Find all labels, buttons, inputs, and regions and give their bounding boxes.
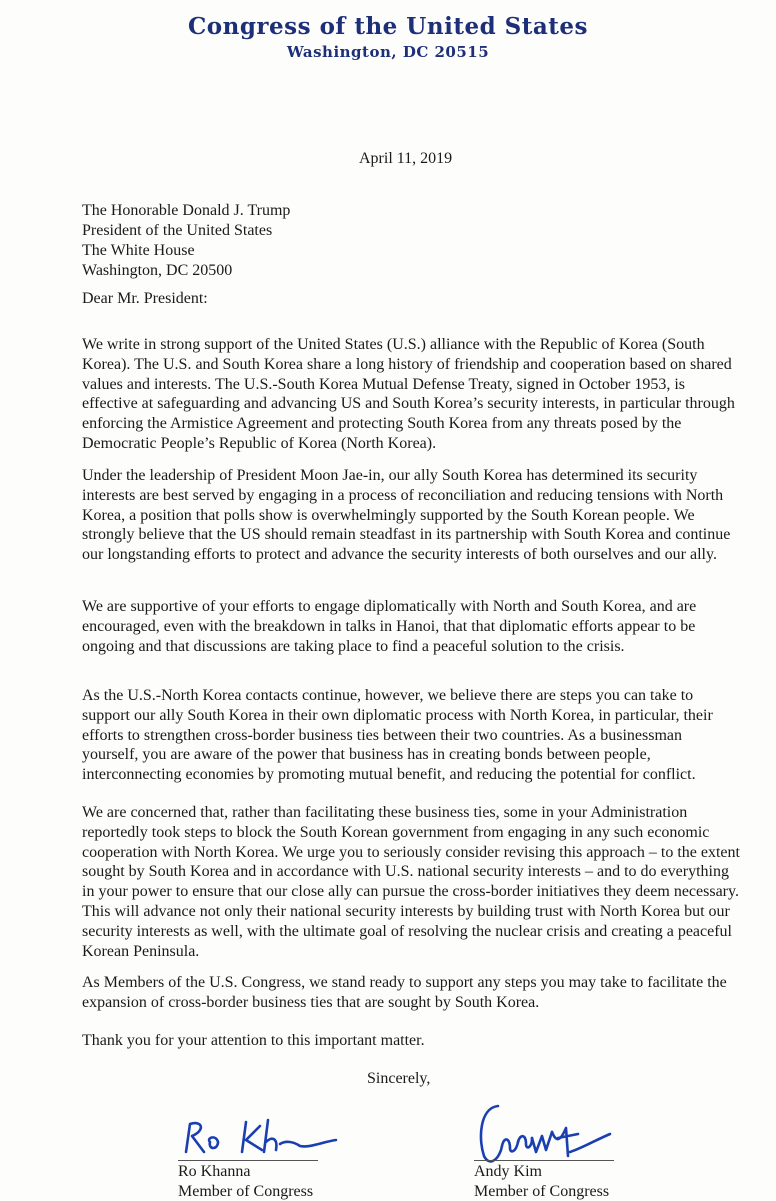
- signature-line: [178, 1160, 318, 1161]
- salutation: Dear Mr. President:: [82, 290, 208, 307]
- recipient-line: President of the United States: [82, 222, 273, 239]
- recipient-line: The Honorable Donald J. Trump: [82, 202, 291, 219]
- body-paragraph: As Members of the U.S. Congress, we stand ready to support any steps you may take to facilitate the expansion of cross-border business ties that are sought by South Korea.: [82, 974, 727, 1011]
- recipient-line: The White House: [82, 242, 195, 259]
- body-paragraph: We are supportive of your efforts to engage diplomatically with North and South Korea, and are encouraged, even with the breakdown in talks in Hanoi, that that diplomatic efforts appear to be ongoing and that discussions are taking place to find a peaceful solution to the crisis.: [82, 598, 697, 655]
- body-paragraph: Under the leadership of President Moon Jae-in, our ally South Korea has determined its security interests are best served by engaging in a process of reconciliation and reducing tensions with North Korea, a position that polls show is overwhelmingly supported by the South Korean people. We strongly believe that the US should remain steadfast in its partnership with South Korea and continue our longstanding efforts to protect and advance the security interests of both ourselves and our ally.: [82, 467, 731, 564]
- signer-title: Member of Congress: [178, 1183, 314, 1200]
- recipient-address: [82, 201, 290, 281]
- letterhead: [0, 12, 776, 62]
- signature-line: [474, 1160, 614, 1161]
- body-paragraph: Thank you for your attention to this important matter.: [82, 1032, 425, 1049]
- signature-ro-khanna: [176, 1112, 346, 1162]
- letterhead-title: Congress of the United States: [187, 13, 589, 40]
- body-paragraph: As the U.S.-North Korea contacts continue, however, we believe there are steps you can take to support our ally South Korea in their own diplomatic process with North Korea, in particular, their efforts to strengthen cross-border business ties between their two countries. As a businessman yourself, you are aware of the power that business has in creating bonds between people, interconnecting economies by promoting mutual benefit, and reducing the potential for conflict.: [82, 687, 713, 784]
- signer-title: Member of Congress: [474, 1183, 610, 1200]
- letter-date: April 11, 2019: [359, 150, 453, 167]
- signer-name: Andy Kim: [474, 1163, 542, 1180]
- letterhead-address: Washington, DC 20515: [286, 43, 490, 61]
- body-paragraph: We write in strong support of the United States (U.S.) alliance with the Republic of Korea (South Korea). The U.S. and South Korea share a long history of friendship and cooperation based on shared values and interests. The U.S.-South Korea Mutual Defense Treaty, signed in October 1953, is effective at safeguarding and advancing US and South Korea’s security interests, in particular through enforcing the Armistice Agreement and protecting South Korea from any threats posed by the Democratic People’s Republic of Korea (North Korea).: [82, 336, 735, 452]
- closing: Sincerely,: [367, 1070, 431, 1087]
- body-paragraph: We are concerned that, rather than facilitating these business ties, some in your Administration reportedly took steps to block the South Korean government from engaging in any such economic cooperation with North Korea. We urge you to seriously consider revising this approach – to the extent sought by South Korea and in accordance with U.S. national security interests – and to do everything in your power to ensure that our close ally can pursue the cross-border initiatives they deem necessary. This will advance not only their national security interests by building trust with North Korea but our security interests as well, with the ultimate goal of resolving the nuclear crisis and creating a peaceful Korean Peninsula.: [82, 804, 740, 960]
- signer-name: Ro Khanna: [178, 1163, 251, 1180]
- recipient-line: Washington, DC 20500: [82, 262, 233, 279]
